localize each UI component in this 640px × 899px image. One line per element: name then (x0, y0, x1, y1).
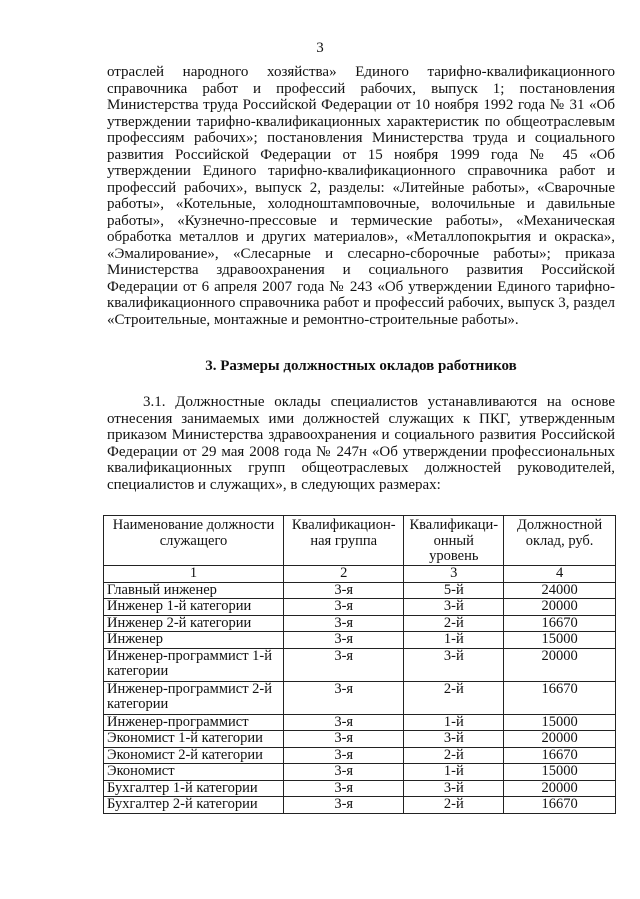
salary-cell: 16670 (504, 681, 616, 714)
level-cell: 3-й (404, 731, 504, 748)
group-cell: 3-я (284, 648, 404, 681)
level-cell: 2-й (404, 681, 504, 714)
table-row (104, 681, 616, 714)
position-cell: Инженер 2-й категории (104, 615, 284, 632)
column-number: 3 (404, 566, 504, 583)
table-row (104, 648, 616, 681)
salary-cell: 20000 (504, 780, 616, 797)
page-number: 3 (316, 40, 324, 56)
position-cell: Инженер 1-й категории (104, 599, 284, 616)
level-cell: 1-й (404, 632, 504, 649)
table-row (104, 582, 616, 599)
position-cell: Инженер-программист (104, 714, 284, 731)
position-cell: Бухгалтер 2-й категории (104, 797, 284, 814)
table-row (104, 764, 616, 781)
table-row (104, 797, 616, 814)
table-row (104, 731, 616, 748)
salary-table (103, 515, 616, 814)
salary-cell: 24000 (504, 582, 616, 599)
salary-cell: 15000 (504, 714, 616, 731)
position-cell: Инженер (104, 632, 284, 649)
position-cell: Инженер-программист 1-й категории (104, 648, 284, 681)
salary-cell: 20000 (504, 731, 616, 748)
position-cell: Бухгалтер 1-й категории (104, 780, 284, 797)
salary-cell: 16670 (504, 615, 616, 632)
level-cell: 3-й (404, 780, 504, 797)
level-cell: 1-й (404, 714, 504, 731)
table-row (104, 599, 616, 616)
table-row (104, 615, 616, 632)
group-cell: 3-я (284, 714, 404, 731)
column-number: 2 (284, 566, 404, 583)
level-cell: 5-й (404, 582, 504, 599)
intro-paragraph: отраслей народного хозяйства» Единого тарифно-квалификационного справочника работ и профессий рабочих, выпуск 1; постановления Министерства труда Российской Федерации от 10 ноября 1992 года № 31 «Об утверждении тарифно-квалификационных характеристик по общеотраслевым профессиям рабочих»; постановления Министерства труда и социального развития Российской Федерации от 15 ноября 1999 года № 45 «Об утверждении Единого тарифно-квалификационного справочника работ и профессий рабочих», выпуск 2, разделы: «Литейные работы», «Сварочные работы», «Котельные, холодноштамповочные, волочильные и давильные работы», «Кузнечно-прессовые и термические работы», «Механическая обработка металлов и других материалов», «Металлопокрытия и окраска», «Эмалирование», «Слесарные и слесарно-сборочные работы»; приказа Министерства здравоохранения и социального развития Российской Федерации от 6 апреля 2007 года № 243 «Об утверждении Единого тарифно-квалификационного справочника работ и профессий рабочих, выпуск 3, раздел «Строительные, монтажные и ремонтно-строительные работы». (107, 64, 615, 328)
level-cell: 3-й (404, 648, 504, 681)
salary-cell: 16670 (504, 747, 616, 764)
group-cell: 3-я (284, 615, 404, 632)
salary-cell: 20000 (504, 599, 616, 616)
group-cell: 3-я (284, 747, 404, 764)
table-row (104, 747, 616, 764)
level-cell: 1-й (404, 764, 504, 781)
group-cell: 3-я (284, 599, 404, 616)
group-cell: 3-я (284, 731, 404, 748)
header-salary: Должностной оклад, руб. (504, 516, 616, 566)
level-cell: 2-й (404, 797, 504, 814)
header-qual-level: Квалификаци-онный уровень (404, 516, 504, 566)
salary-cell: 16670 (504, 797, 616, 814)
section-heading: 3. Размеры должностных окладов работников (205, 358, 517, 374)
salary-cell: 20000 (504, 648, 616, 681)
group-cell: 3-я (284, 632, 404, 649)
group-cell: 3-я (284, 764, 404, 781)
table-row (104, 780, 616, 797)
level-cell: 2-й (404, 615, 504, 632)
salary-cell: 15000 (504, 632, 616, 649)
salary-cell: 15000 (504, 764, 616, 781)
table-row (104, 714, 616, 731)
group-cell: 3-я (284, 582, 404, 599)
position-cell: Экономист (104, 764, 284, 781)
level-cell: 3-й (404, 599, 504, 616)
header-qual-group: Квалификацион-ная группа (284, 516, 404, 566)
group-cell: 3-я (284, 681, 404, 714)
position-cell: Инженер-программист 2-й категории (104, 681, 284, 714)
group-cell: 3-я (284, 797, 404, 814)
table-row (104, 632, 616, 649)
group-cell: 3-я (284, 780, 404, 797)
position-cell: Главный инженер (104, 582, 284, 599)
position-cell: Экономист 1-й категории (104, 731, 284, 748)
position-cell: Экономист 2-й категории (104, 747, 284, 764)
salary-paragraph: 3.1. Должностные оклады специалистов устанавливаются на основе отнесения занимаемых ими должностей служащих к ПКГ, утвержденным приказом Министерства здравоохранения и социального развития Российской Федерации от 29 мая 2008 года № 247н «Об утверждении профессиональных квалификационных групп общеотраслевых должностей руководителей, специалистов и служащих», в следующих размерах: (107, 394, 615, 493)
table-numbering-row (104, 566, 616, 583)
table-header-row (104, 516, 616, 566)
header-position: Наименование должности служащего (104, 516, 284, 566)
column-number: 4 (504, 566, 616, 583)
column-number: 1 (104, 566, 284, 583)
level-cell: 2-й (404, 747, 504, 764)
